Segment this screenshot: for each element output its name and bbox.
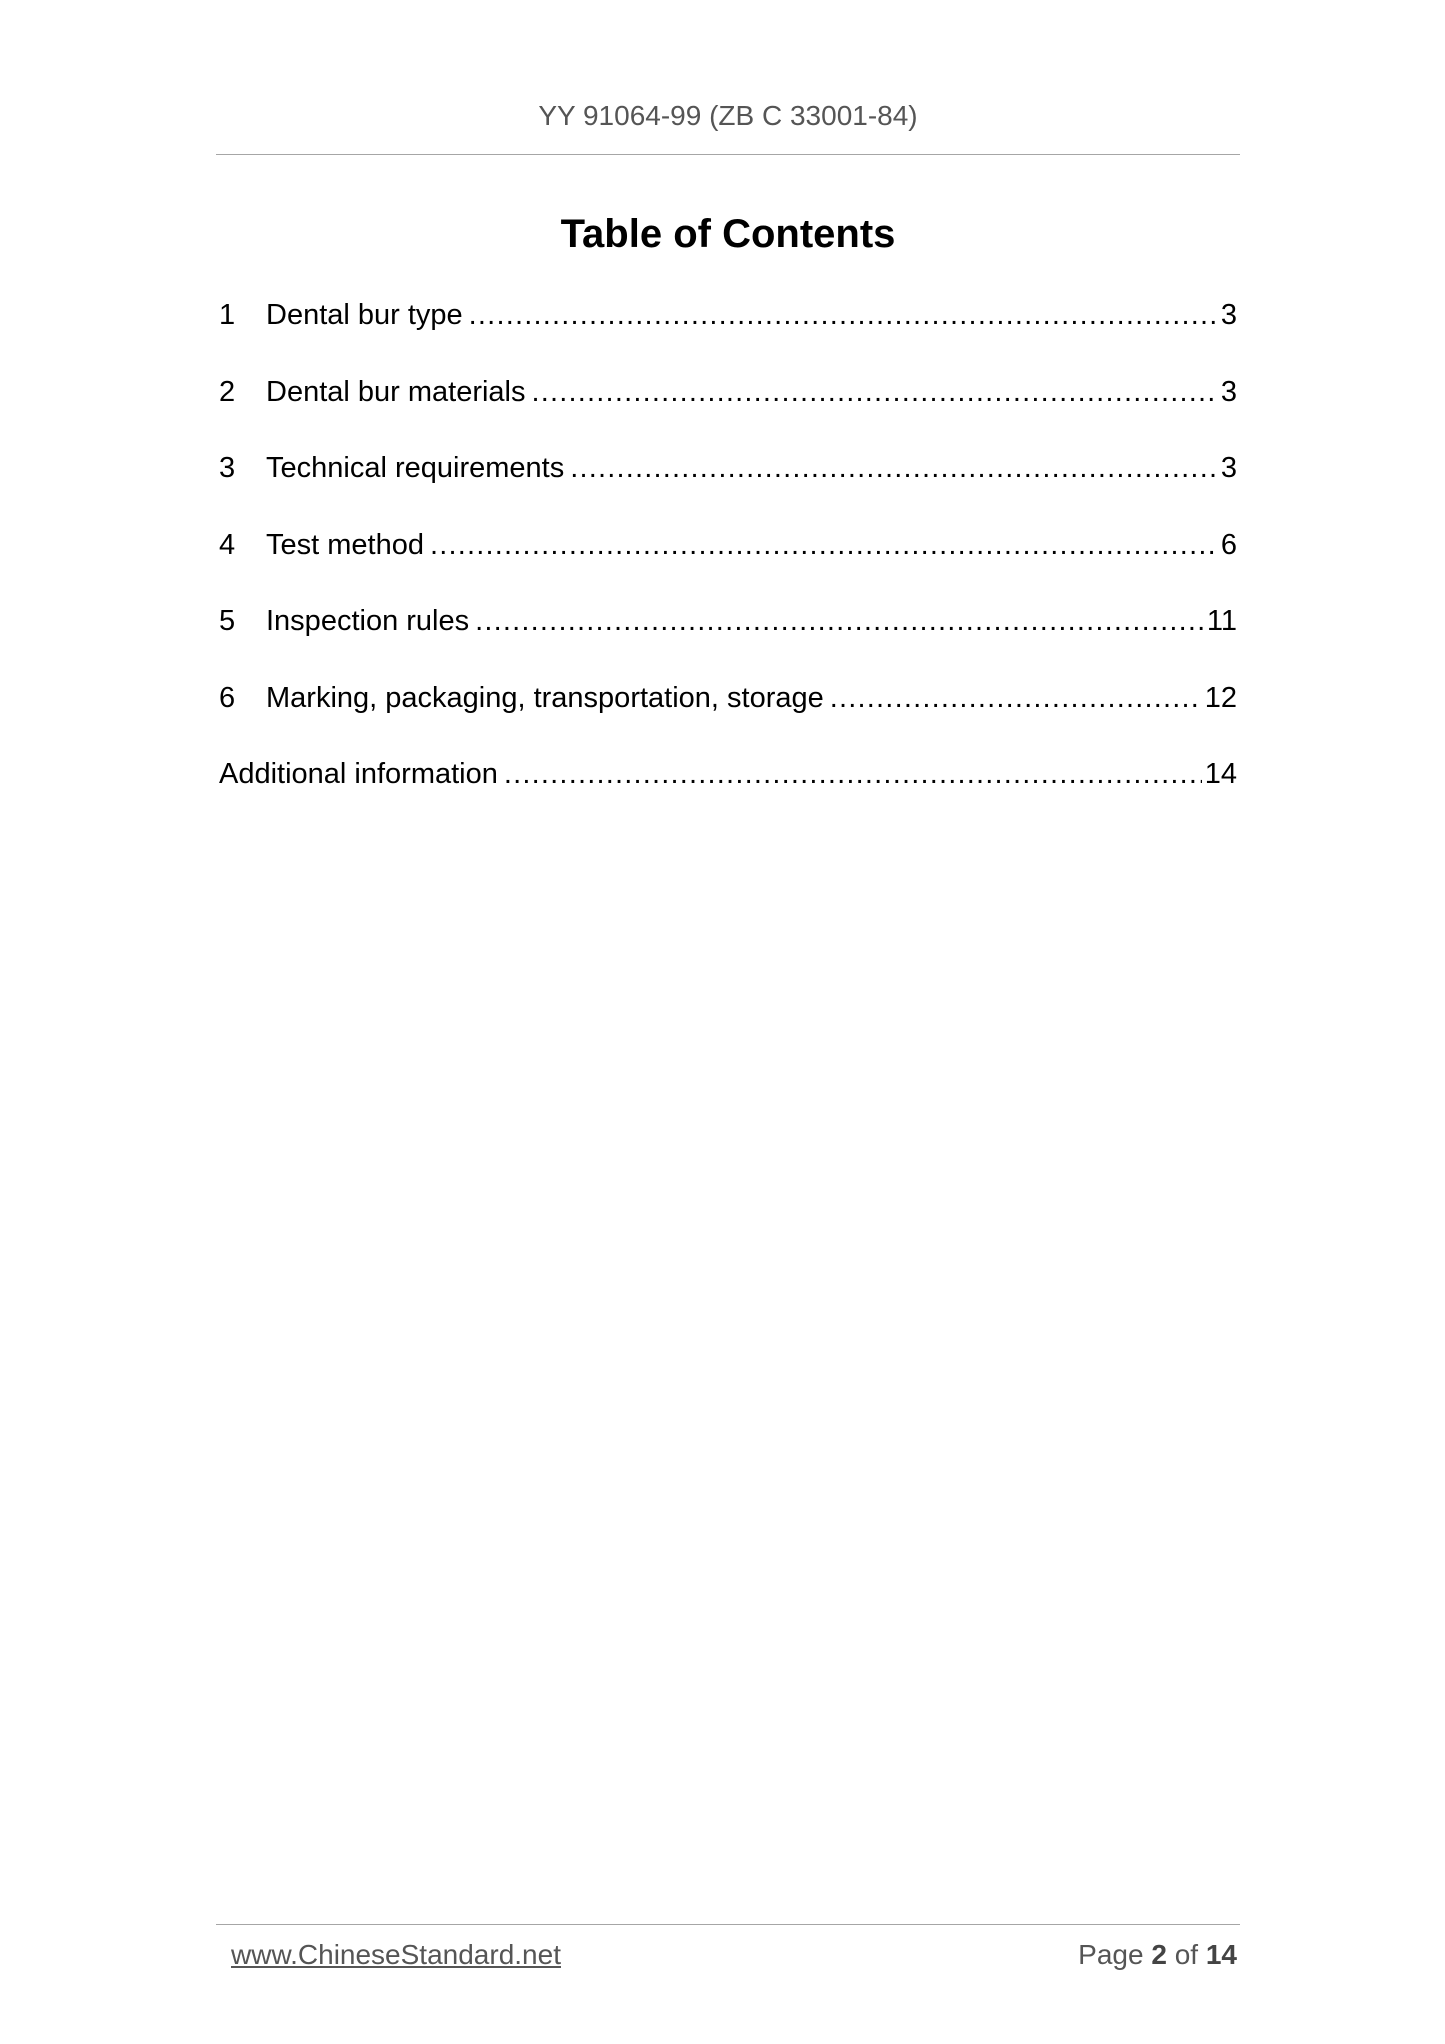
toc-entry-title: Additional information bbox=[219, 758, 498, 790]
toc-dot-leader bbox=[532, 370, 1218, 414]
toc-entry-title: Test method bbox=[266, 528, 424, 561]
toc-entry-title: Dental bur materials bbox=[266, 375, 526, 408]
toc-entry-1[interactable] bbox=[219, 293, 1237, 370]
toc-entry-title: Inspection rules bbox=[266, 605, 470, 637]
toc-entry-number: 6 bbox=[219, 681, 236, 714]
website-link[interactable]: www.ChineseStandard.net bbox=[231, 1939, 561, 1970]
page-prefix: Page bbox=[1078, 1939, 1144, 1970]
toc-entry-3[interactable] bbox=[219, 446, 1237, 523]
running-header: YY 91064-99 (ZB C 33001-84) bbox=[538, 100, 918, 131]
footer-divider bbox=[216, 1924, 1240, 1925]
page-number bbox=[1078, 1939, 1237, 1971]
toc-entry-page: 14 bbox=[1204, 758, 1237, 790]
toc-entry-page: 6 bbox=[1220, 528, 1237, 561]
total-page-count: 14 bbox=[1205, 1939, 1237, 1970]
header-divider bbox=[216, 154, 1240, 155]
toc-dot-leader bbox=[504, 752, 1202, 796]
current-page-number: 2 bbox=[1151, 1939, 1167, 1970]
toc-dot-leader bbox=[475, 599, 1204, 643]
toc-entry-4[interactable] bbox=[219, 523, 1237, 600]
toc-entry-page: 3 bbox=[1220, 299, 1237, 331]
toc-entry-2[interactable] bbox=[219, 370, 1237, 447]
toc-entry-6[interactable] bbox=[219, 676, 1237, 753]
toc-entry-number: 5 bbox=[219, 605, 236, 637]
toc-entry-additional-information[interactable] bbox=[219, 752, 1237, 829]
toc-entry-number: 2 bbox=[219, 375, 236, 408]
toc-dot-leader bbox=[430, 523, 1218, 567]
toc-entry-number: 4 bbox=[219, 528, 236, 561]
toc-entry-5[interactable] bbox=[219, 599, 1237, 676]
table-of-contents bbox=[219, 293, 1237, 829]
page-title: Table of Contents bbox=[560, 212, 896, 256]
toc-dot-leader bbox=[570, 446, 1218, 490]
toc-entry-title: Technical requirements bbox=[266, 452, 565, 484]
toc-entry-number: 1 bbox=[219, 299, 236, 331]
toc-entry-title: Dental bur type bbox=[266, 299, 463, 331]
toc-entry-page: 3 bbox=[1220, 375, 1237, 408]
toc-entry-number: 3 bbox=[219, 452, 236, 484]
toc-dot-leader bbox=[469, 293, 1218, 337]
page-separator: of bbox=[1174, 1939, 1199, 1970]
toc-entry-page: 3 bbox=[1220, 452, 1237, 484]
toc-entry-page: 11 bbox=[1206, 605, 1237, 637]
toc-entry-title: Marking, packaging, transportation, storage bbox=[266, 681, 824, 714]
toc-entry-page: 12 bbox=[1204, 681, 1237, 714]
toc-dot-leader bbox=[830, 676, 1202, 720]
